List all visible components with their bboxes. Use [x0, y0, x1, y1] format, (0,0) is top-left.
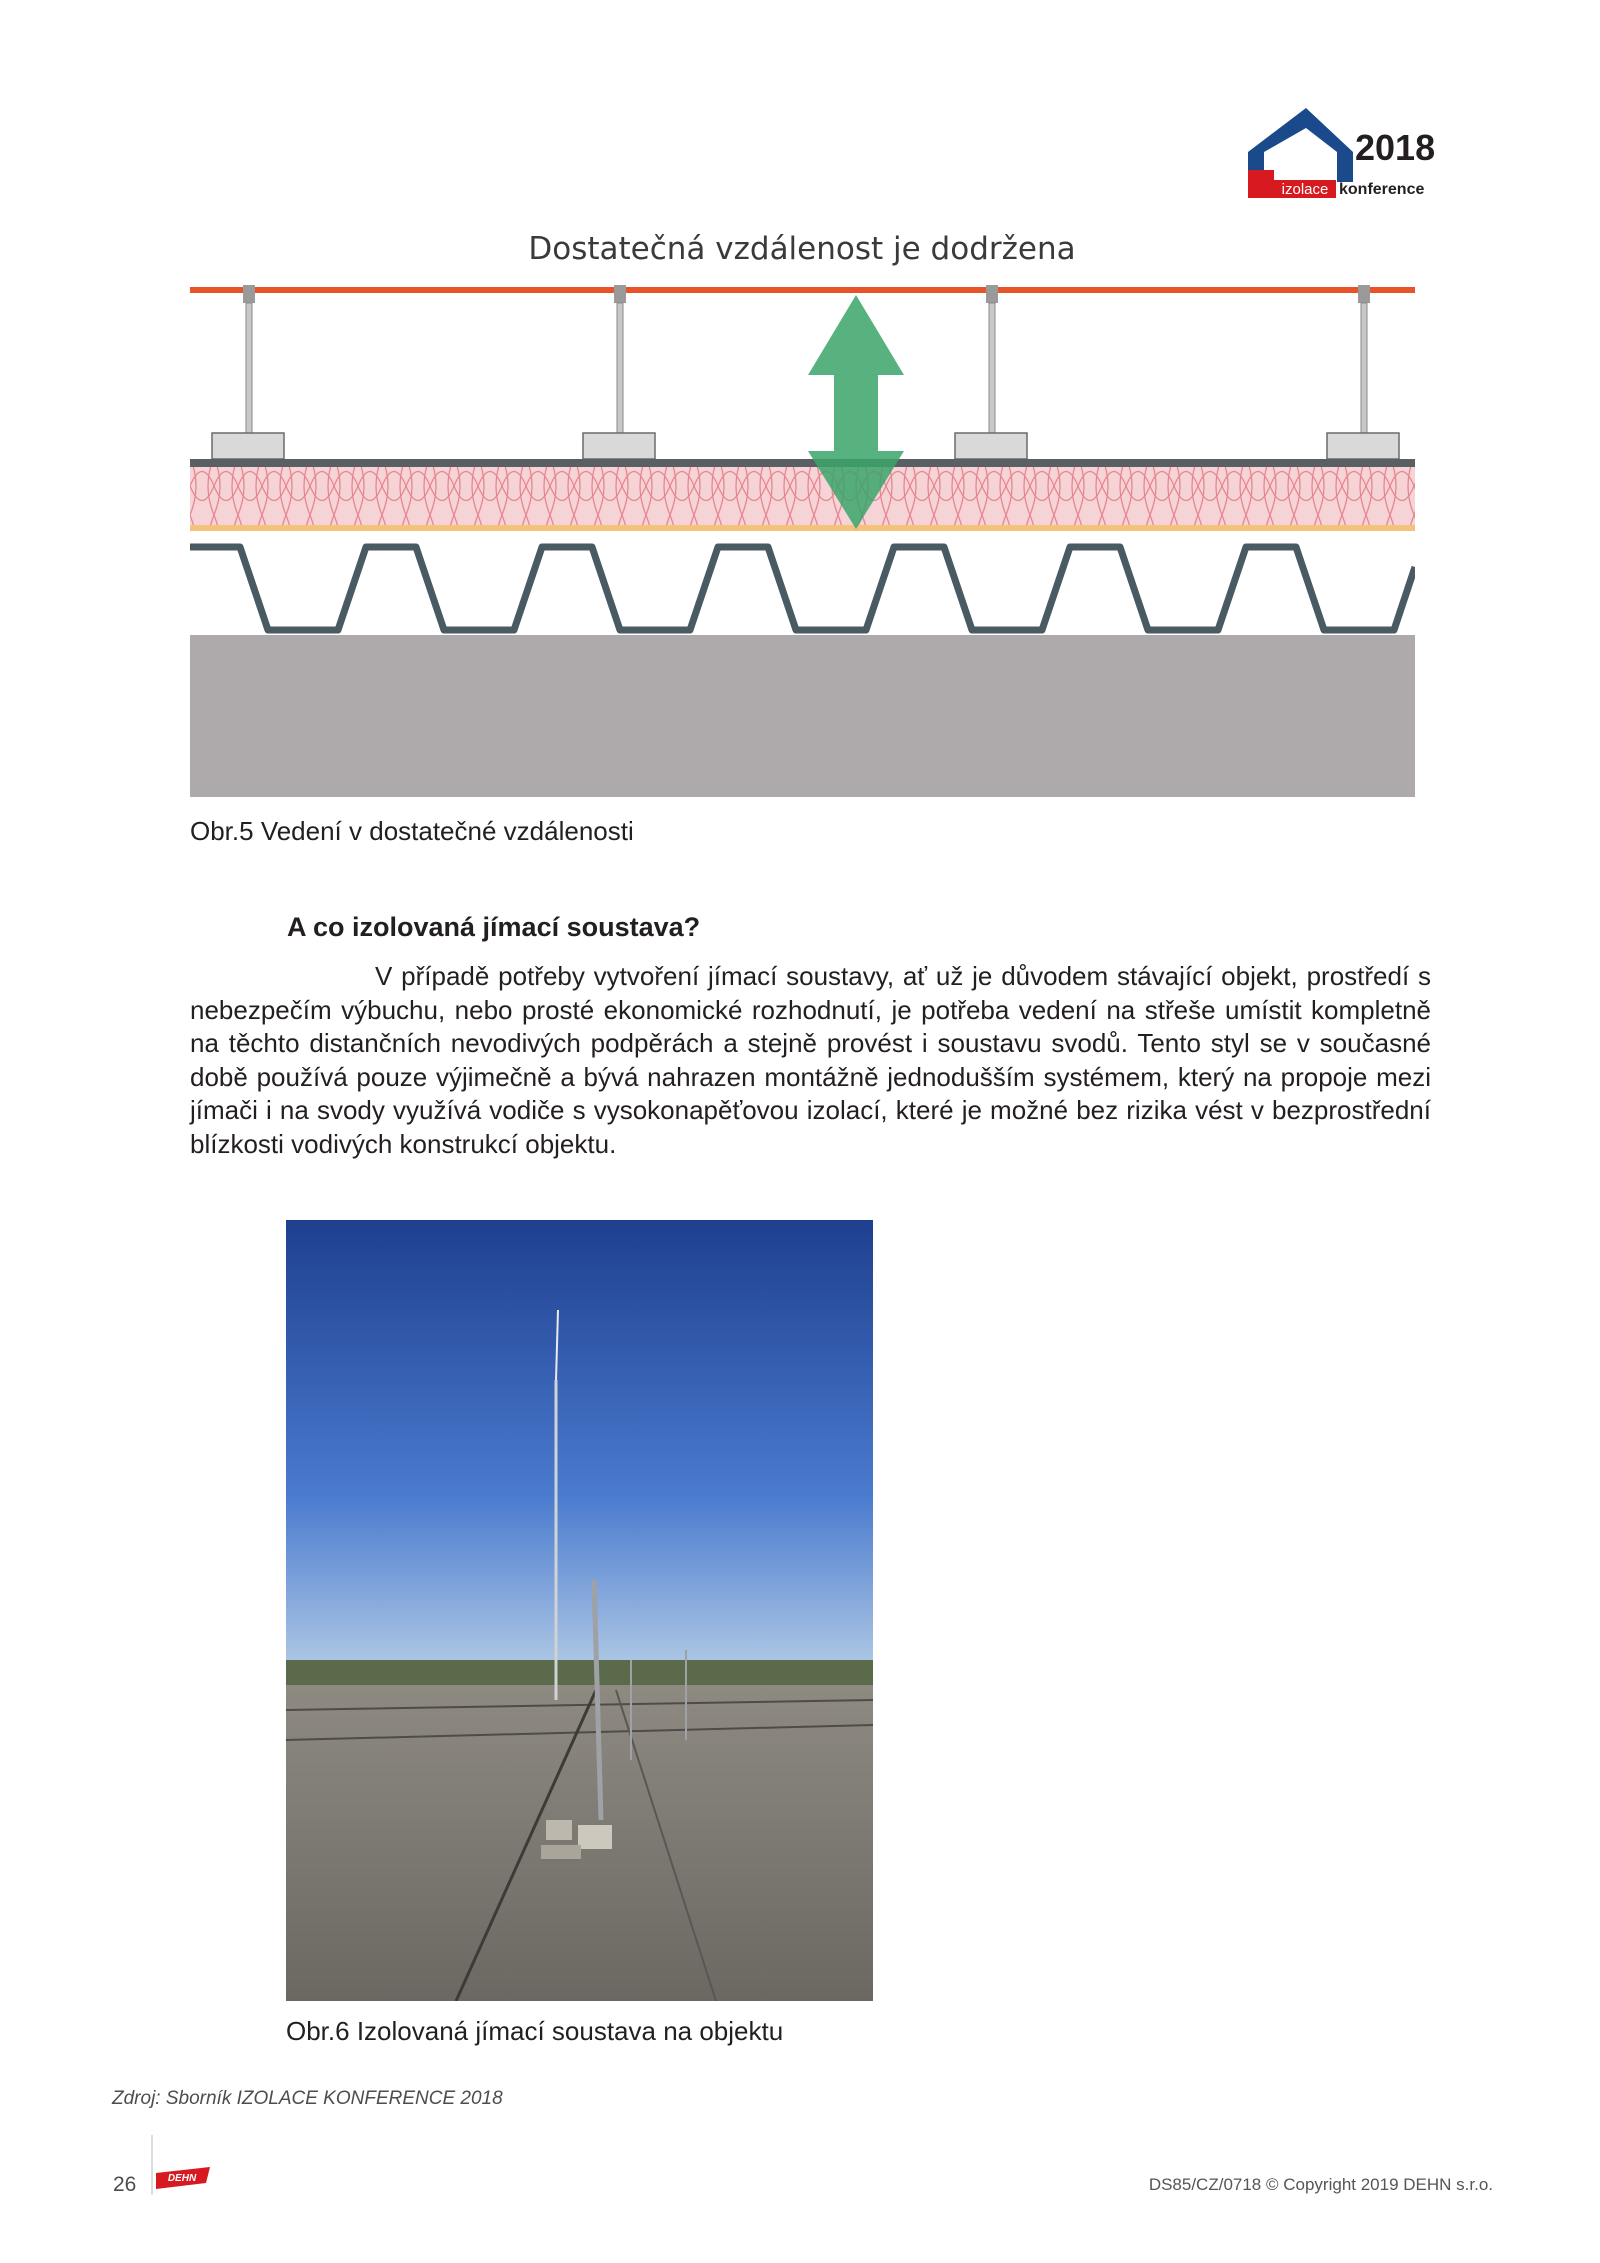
- logo-year: 2018: [1355, 127, 1436, 168]
- logo-word-izolace: izolace: [1281, 181, 1329, 198]
- page-number: 26: [113, 2173, 137, 2196]
- logo-roof-icon: [1248, 108, 1353, 152]
- logo-word-konference: konference: [1339, 181, 1425, 198]
- figure-5-title: Dostatečná vzdálenost je dodržena: [528, 231, 1076, 267]
- section-heading: A co izolovaná jímací soustava?: [287, 912, 701, 942]
- figure-5-diagram: [190, 225, 1415, 797]
- izolace-konference-logo: [1243, 102, 1443, 200]
- dehn-logo: [148, 2135, 216, 2195]
- figure-6-photo: [286, 1220, 873, 2001]
- body-paragraph-block: [190, 960, 1431, 1162]
- figure-5-caption: Obr.5 Vedení v dostatečné vzdálenosti: [190, 816, 634, 846]
- air-termination-conductor: [190, 287, 1415, 293]
- thermal-insulation-layer: [190, 467, 1415, 525]
- building-structure: [190, 635, 1415, 797]
- dehn-logo-text: DEHN: [167, 2173, 197, 2184]
- body-paragraph: V případě potřeby vytvoření jímací soustavy, ať už je důvodem stávající objekt, prostředí s nebezpečím výbuchu, nebo prosté ekonomické rozhodnutí, je potřeba vedení na střeše umístit kompletně na těchto distančních nevodivých podpěrách a stejně provést i soustavu svodů. Tento styl se v současné době používá pouze výjimečně a bývá nahrazen montážně jednodušším systémem, který na propoje mezi jímači i na svody využívá vodiče s vysokonapěťovou izolací, které je možné bez rizika vést v bezprostřední blízkosti vodivých konstrukcí objektu.: [190, 961, 1431, 1159]
- copyright-notice: DS85/CZ/0718 © Copyright 2019 DEHN s.r.o.: [1148, 2175, 1493, 2194]
- roof-membrane: [190, 459, 1415, 467]
- source-note: Zdroj: Sborník IZOLACE KONFERENCE 2018: [112, 2088, 503, 2109]
- figure-6-caption: Obr.6 Izolovaná jímací soustava na objektu: [286, 2016, 784, 2046]
